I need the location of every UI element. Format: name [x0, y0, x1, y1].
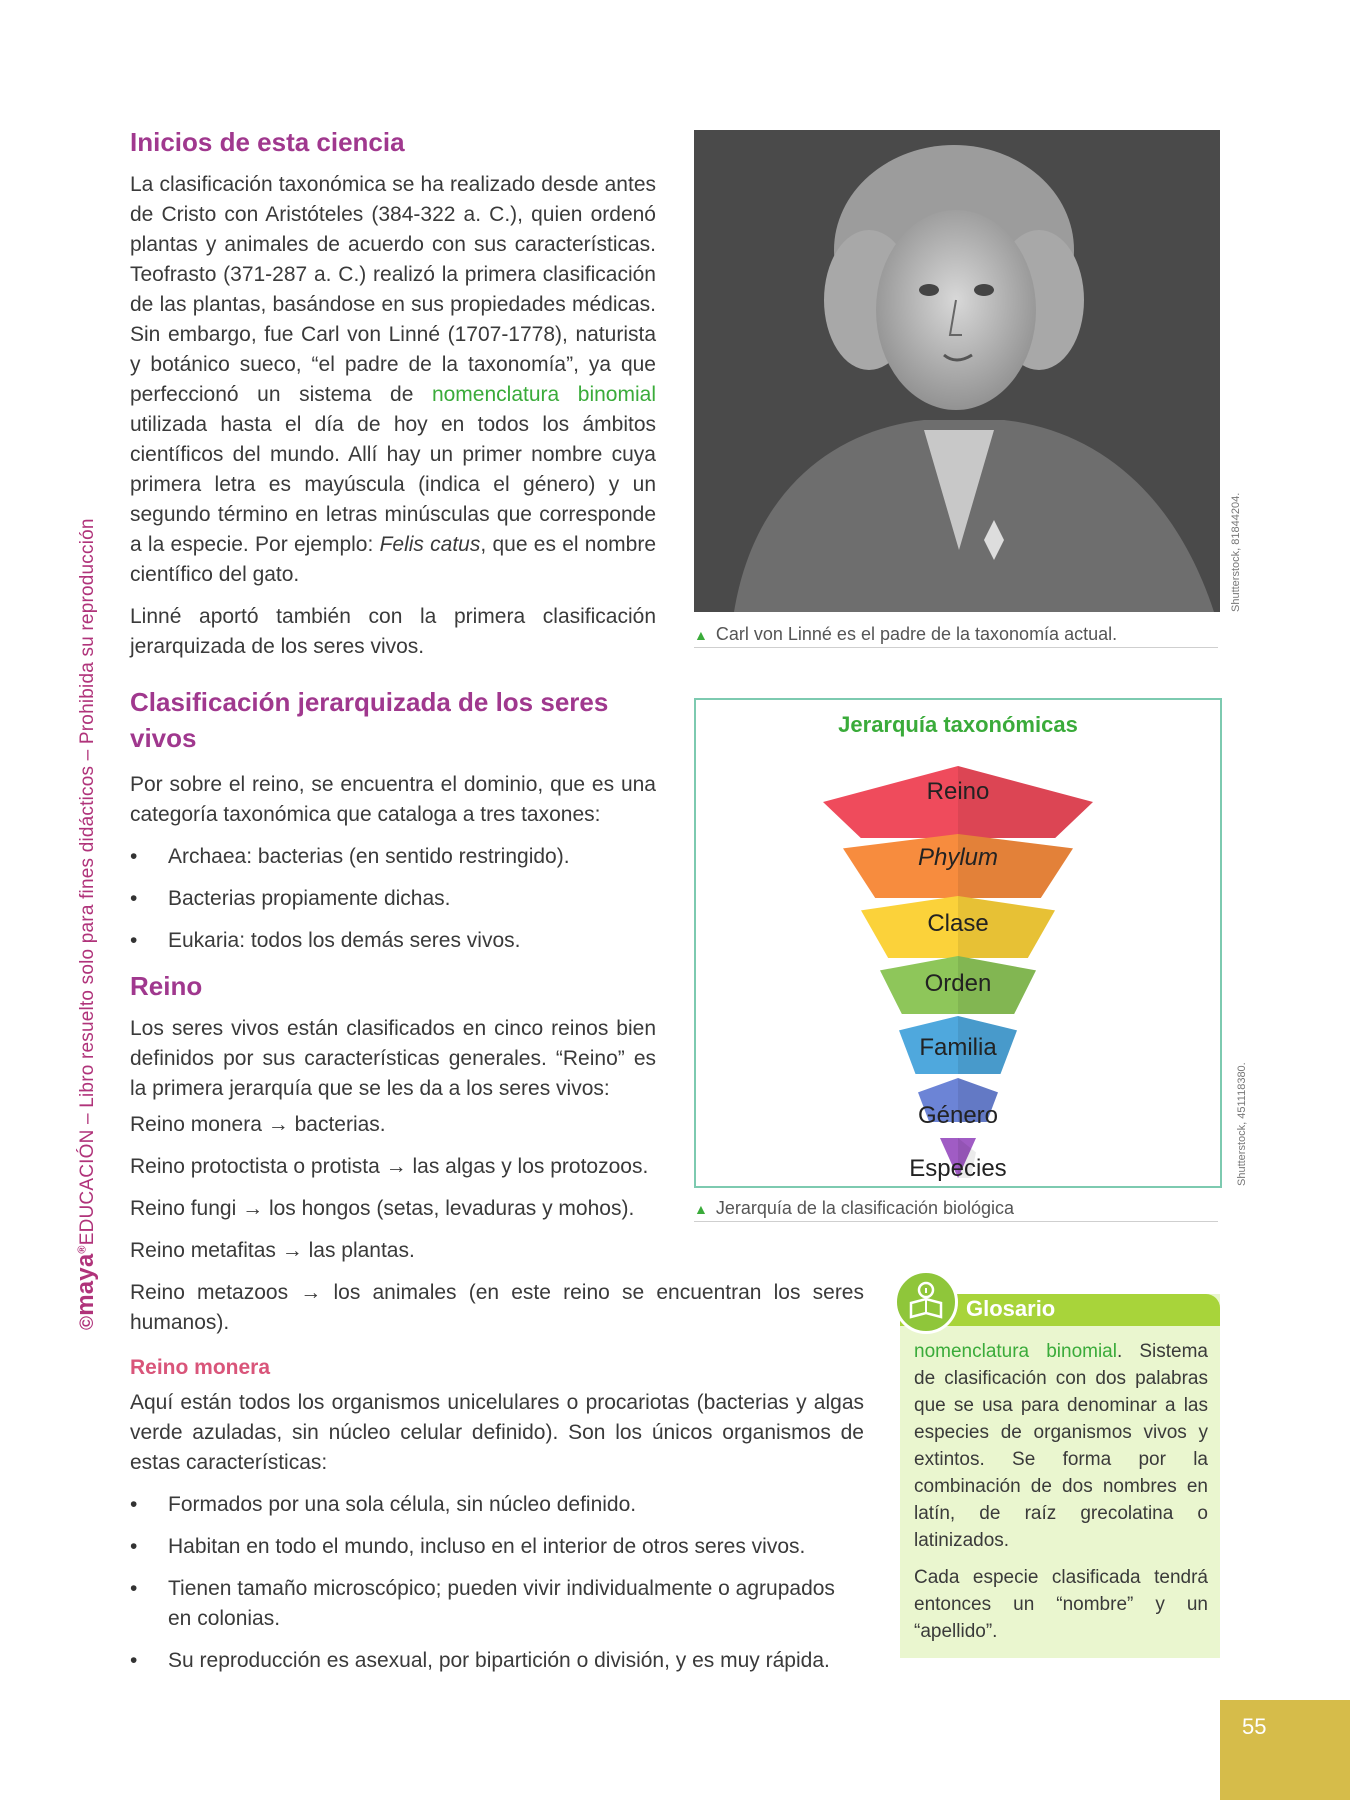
copyright-sidebar	[72, 470, 100, 1330]
glossary-box	[900, 1294, 1220, 1658]
kingdom-desc: las plantas.	[308, 1239, 415, 1262]
figure-credit: Shutterstock, 451118380.	[1236, 1062, 1248, 1186]
arrow-icon: →	[281, 1239, 303, 1262]
kingdom-list	[130, 1110, 864, 1688]
triangle-icon: ▲	[694, 1201, 708, 1217]
registered-mark: ®	[76, 1245, 89, 1254]
book-info-icon	[894, 1270, 958, 1334]
hierarchy-level-label: Género	[917, 1102, 999, 1129]
glossary-body	[914, 1338, 1208, 1655]
kingdom-name: Reino protoctista o protista	[130, 1155, 380, 1178]
triangle-icon: ▲	[694, 627, 708, 643]
domain-list	[130, 842, 656, 956]
linne-portrait	[694, 130, 1220, 612]
linne-paragraph: Linné aportó también con la primera clasificación jerarquizada de los seres vivos.	[130, 605, 656, 658]
glossary-note: Cada especie clasificada tendrá entonces un “nombre” y un “apellido”.	[914, 1567, 1208, 1642]
kingdom-name: Reino monera	[130, 1113, 262, 1136]
taxonomy-hierarchy-figure	[694, 698, 1222, 1188]
photo-credit: Shutterstock, 81844204.	[1230, 492, 1242, 612]
hierarchy-level-label: Orden	[924, 970, 992, 997]
list-item: • Tienen tamaño microscópico; pueden vivir individualmente o agrupados en colonias.	[130, 1574, 864, 1634]
example-species: Felis catus	[379, 533, 481, 556]
list-item: • Habitan en todo el mundo, incluso en el interior de otros seres vivos.	[130, 1532, 864, 1562]
monera-list	[130, 1490, 864, 1676]
monera-paragraph: Aquí están todos los organismos unicelulares o procariotas (bacterias y algas verde azuladas, sin núcleo celular definido). Son los únicos organismos de estas características:	[130, 1391, 864, 1474]
kingdom-name: Reino fungi	[130, 1197, 237, 1220]
subsection-title: Reino monera	[130, 1356, 271, 1379]
page-number: 55	[1242, 1714, 1267, 1739]
kingdom-paragraph: Los seres vivos están clasificados en cinco reinos bien definidos por sus características generales. “Reino” es la primera jerarquía que se les da a los seres vivos:	[130, 1017, 656, 1100]
kingdom-name: Reino metazoos	[130, 1281, 289, 1304]
kingdom-line	[130, 1278, 864, 1338]
arrow-icon: →	[385, 1155, 407, 1178]
section-origins	[130, 124, 656, 1104]
arrow-icon: →	[267, 1113, 289, 1136]
page-number-box	[1220, 1700, 1350, 1800]
section-title: Reino	[130, 971, 203, 1001]
caption-text: Carl von Linné es el padre de la taxonomía actual.	[715, 624, 1118, 644]
list-item: • Eukaria: todos los demás seres vivos.	[130, 926, 656, 956]
origins-text-b: utilizada hasta el día de hoy en todos los ámbitos científicos del mundo. Allí hay un primer nombre cuya primera letra es mayúscula (indica el género) y un segundo término en letras minúsculas que corresponde a la especie. Por ejemplo:	[130, 413, 656, 556]
hierarchy-level-label: Phylum	[917, 844, 999, 871]
glossary-title: Glosario	[966, 1296, 1056, 1321]
kingdom-desc: bacterias.	[294, 1113, 386, 1136]
glossary-term: nomenclatura binomial	[914, 1341, 1117, 1362]
kingdom-desc: los animales (en este reino se encuentran los seres humanos).	[130, 1281, 864, 1334]
kingdom-desc: los hongos (setas, levaduras y mohos).	[268, 1197, 635, 1220]
origins-text-a: La clasificación taxonómica se ha realizado desde antes de Cristo con Aristóteles (384-322 a. C.), quien ordenó plantas y animales de acuerdo con sus características. Teofrasto (371-287 a. C.) realizó la primera clasificación de las plantas, basándose en sus propiedades médicas. Sin embargo, fue Carl von Linné (1707-1778), naturista y botánico sueco, “el padre de la taxonomía”, ya que perfeccionó un sistema de	[130, 173, 656, 406]
section-title: Clasificación jerarquizada de los seres vivos	[130, 687, 609, 753]
arrow-icon: →	[242, 1197, 264, 1220]
hierarchy-level-label: Clase	[927, 910, 989, 937]
hierarchy-level-label: Especies	[909, 1155, 1007, 1182]
photo-caption	[694, 624, 1218, 648]
hierarchy-level-label: Reino	[926, 778, 990, 805]
kingdom-name: Reino metafitas	[130, 1239, 276, 1262]
portrait-illustration	[694, 130, 1220, 612]
kingdom-desc: las algas y los protozoos.	[412, 1155, 649, 1178]
origins-paragraph	[130, 170, 656, 590]
figure-title: Jerarquía taxonómicas	[838, 712, 1078, 737]
copyright-notice: EDUCACIÓN – Libro resuelto solo para fines didácticos – Prohibida su reproducción	[77, 518, 98, 1246]
caption-text: Jerarquía de la clasificación biológica	[715, 1198, 1015, 1218]
hierarchy-level-label: Familia	[919, 1034, 997, 1061]
list-item: • Archaea: bacterias (en sentido restringido).	[130, 842, 656, 872]
list-item: • Su reproducción es asexual, por bipartición o división, y es muy rápida.	[130, 1646, 864, 1676]
publisher-brand: maya	[72, 1253, 99, 1316]
binomial-term: nomenclatura binomial	[431, 383, 656, 406]
origins-text-c: , que es el nombre científico del gato.	[130, 533, 656, 586]
glossary-def-text: . Sistema de clasificación con dos palabras que se usa para denominar a las especies de organismos vivos y extintos. Se forma por la combinación de dos nombres en latín, de raíz grecolatina o latinizados.	[914, 1341, 1208, 1551]
arrow-icon: →	[300, 1281, 322, 1304]
section-title: Inicios de esta ciencia	[130, 127, 405, 157]
copyright-symbol: ©	[77, 1315, 98, 1330]
list-item: • Formados por una sola célula, sin núcleo definido.	[130, 1490, 864, 1520]
list-item: • Bacterias propiamente dichas.	[130, 884, 656, 914]
figure-caption	[694, 1198, 1218, 1222]
domain-paragraph: Por sobre el reino, se encuentra el dominio, que es una categoría taxonómica que cataloga a tres taxones:	[130, 773, 656, 826]
kingdom-line	[130, 1236, 864, 1266]
glossary-definition	[914, 1338, 1208, 1554]
